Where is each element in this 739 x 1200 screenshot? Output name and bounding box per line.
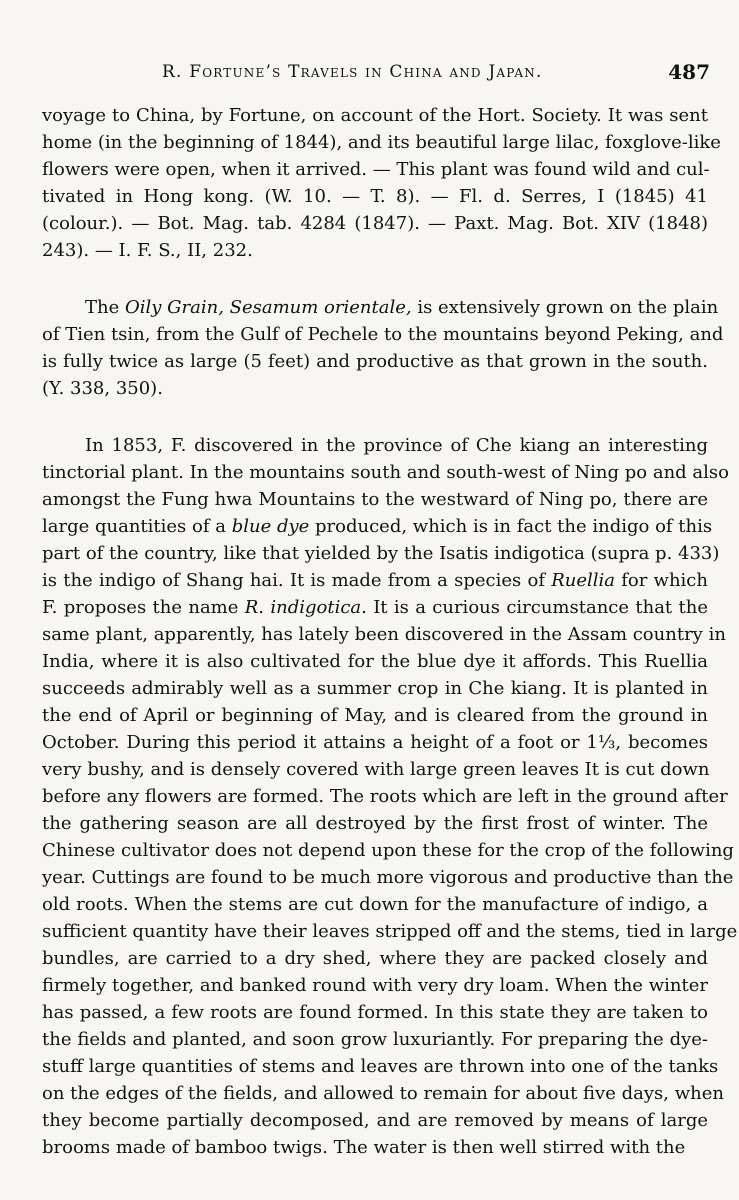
text-line: tinctorial plant. In the mountains south and south-west of Ning po and also xyxy=(42,462,729,483)
italic-term: blue dye xyxy=(231,516,310,537)
italic-term: R. indigotica. xyxy=(244,597,367,618)
page-header xyxy=(42,60,710,88)
text-line: (colour.). — Bot. Mag. tab. 4284 (1847). — Paxt. Mag. Bot. XIV (1848) xyxy=(42,213,708,234)
text-line: same plant, apparently, has lately been discovered in the Assam country in xyxy=(42,624,726,645)
text-line: voyage to China, by Fortune, on account of the Hort. Society. It was sent xyxy=(42,105,708,126)
text-line xyxy=(42,567,708,594)
text-segment: It is a curious circumstance that the xyxy=(366,597,708,618)
text-line: on the edges of the fields, and allowed to remain for about five days, when xyxy=(42,1083,724,1104)
text-line: succeeds admirably well as a summer crop in Che kiang. It is planted in xyxy=(42,678,708,699)
text-segment: for which xyxy=(615,570,708,591)
text-line: amongst the Fung hwa Mountains to the westward of Ning po, there are xyxy=(42,489,708,510)
text-line: tivated in Hong kong. (W. 10. — T. 8). — Fl. d. Serres, I (1845) 41 xyxy=(42,186,708,207)
text-line: the gathering season are all destroyed by the first frost of winter. The xyxy=(42,813,708,834)
paragraph xyxy=(42,102,721,264)
paragraph xyxy=(42,294,724,402)
page-number: 487 xyxy=(668,60,710,84)
text-segment: F. proposes the name xyxy=(42,597,245,618)
text-segment: large quantities of a xyxy=(42,516,232,537)
text-line: has passed, a few roots are found formed. In this state they are taken to xyxy=(42,1002,708,1023)
text-line: sufficient quantity have their leaves stripped off and the stems, tied in large xyxy=(42,921,738,942)
italic-term: Ruellia xyxy=(551,570,616,591)
paragraph-gap xyxy=(42,402,708,432)
text-line: the fields and planted, and soon grow luxuriantly. For preparing the dye- xyxy=(42,1029,708,1050)
text-line: In 1853, F. discovered in the province of Che kiang an interesting xyxy=(85,435,708,456)
paragraph-gap xyxy=(42,264,708,294)
text-line: of Tien tsin, from the Gulf of Pechele to the mountains beyond Peking, and xyxy=(42,324,724,345)
text-line: (Y. 338, 350). xyxy=(42,378,163,399)
text-line: they become partially decomposed, and are removed by means of large xyxy=(42,1110,708,1131)
text-line: brooms made of bamboo twigs. The water is then well stirred with the xyxy=(42,1137,686,1158)
text-line: part of the country, like that yielded by the Isatis indigotica (supra p. 433) xyxy=(42,543,720,564)
text-line: bundles, are carried to a dry shed, where they are packed closely and xyxy=(42,948,708,969)
text-line: 243). — I. F. S., II, 232. xyxy=(42,240,253,261)
text-line: the end of April or beginning of May, and is cleared from the ground in xyxy=(42,705,708,726)
text-line: year. Cuttings are found to be much more vigorous and productive than the xyxy=(42,867,734,888)
text-segment: produced, which is in fact the indigo of this xyxy=(309,516,713,537)
text-line: India, where it is also cultivated for the blue dye it affords. This Ruellia xyxy=(42,651,708,672)
text-line xyxy=(42,513,713,540)
text-segment: is extensively grown on the plain xyxy=(411,297,719,318)
text-line: home (in the beginning of 1844), and its beautiful large lilac, foxglove-like xyxy=(42,132,721,153)
text-segment: The xyxy=(85,297,125,318)
text-line xyxy=(42,294,719,321)
text-line: October. During this period it attains a height of a foot or 1⅓, becomes xyxy=(42,732,708,753)
paragraph xyxy=(42,432,738,1161)
text-line: old roots. When the stems are cut down for the manufacture of indigo, a xyxy=(42,894,708,915)
text-segment: is the indigo of Shang hai. It is made from a species of xyxy=(42,570,552,591)
text-line: is fully twice as large (5 feet) and productive as that grown in the south. xyxy=(42,351,708,372)
text-line: before any flowers are formed. The roots which are left in the ground after xyxy=(42,786,728,807)
text-line xyxy=(42,594,708,621)
italic-term: Oily Grain, Sesamum orientale, xyxy=(124,297,412,318)
text-line: firmely together, and banked round with very dry loam. When the winter xyxy=(42,975,708,996)
text-line: very bushy, and is densely covered with large green leaves It is cut down xyxy=(42,759,710,780)
body-text xyxy=(42,102,738,1161)
text-line: stuff large quantities of stems and leaves are thrown into one of the tanks xyxy=(42,1056,719,1077)
text-line: flowers were open, when it arrived. — This plant was found wild and cul- xyxy=(42,159,710,180)
running-title: R. Fortune’s Travels in China and Japan. xyxy=(162,62,543,82)
text-line: Chinese cultivator does not depend upon these for the crop of the following xyxy=(42,840,734,861)
